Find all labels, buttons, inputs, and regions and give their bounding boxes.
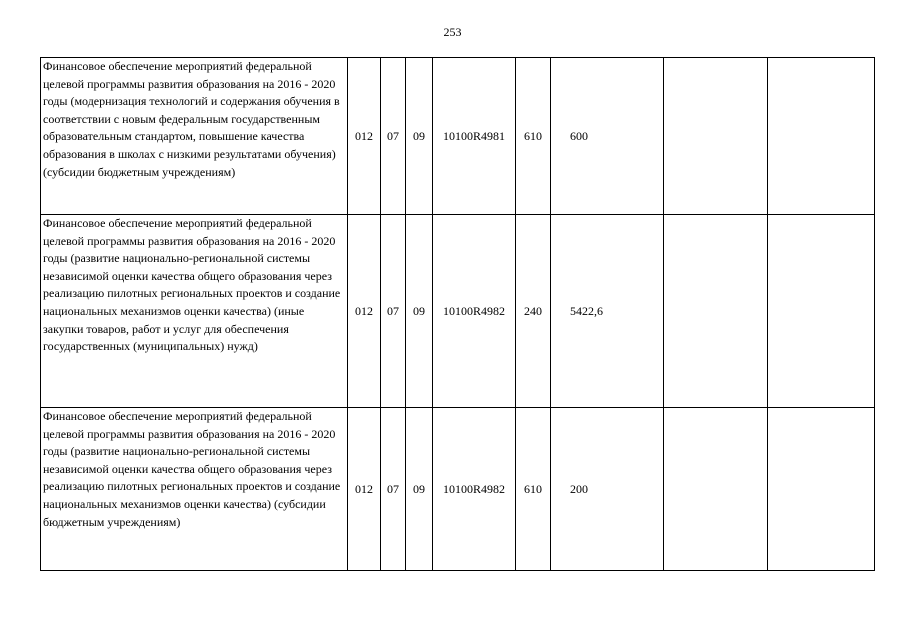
- empty-cell: [664, 215, 768, 408]
- table-row: [41, 408, 875, 571]
- subsection-code: 09: [406, 408, 433, 571]
- ministry-code: 012: [348, 408, 381, 571]
- empty-cell: [664, 408, 768, 571]
- amount-cell: 600: [551, 58, 664, 215]
- target-article-code: 10100R4982: [433, 408, 516, 571]
- budget-table: [40, 57, 875, 571]
- expense-type-code: 610: [516, 408, 551, 571]
- section-code: 07: [381, 215, 406, 408]
- expense-description: Финансовое обеспечение мероприятий федеральной целевой программы развития образования на 2016 - 2020 годы (развитие национально-региональной системы независимой оценки качества общего образования через реализацию пилотных региональных проектов и создание национальных механизмов оценки качества) (субсидии бюджетным учреждениям): [41, 408, 348, 571]
- page-number: 253: [443, 25, 462, 39]
- target-article-code: 10100R4981: [433, 58, 516, 215]
- amount-cell: 5422,6: [551, 215, 664, 408]
- expense-type-code: 240: [516, 215, 551, 408]
- section-code: 07: [381, 58, 406, 215]
- empty-cell: [768, 215, 875, 408]
- expense-description: Финансовое обеспечение мероприятий федеральной целевой программы развития образования на 2016 - 2020 годы (развитие национально-региональной системы независимой оценки качества общего образования через реализацию пилотных региональных проектов и создание национальных механизмов оценки качества) (иные закупки товаров, работ и услуг для обеспечения государственных (муниципальных) нужд): [41, 215, 348, 408]
- table-row: [41, 215, 875, 408]
- empty-cell: [664, 58, 768, 215]
- empty-cell: [768, 58, 875, 215]
- section-code: 07: [381, 408, 406, 571]
- table-row: [41, 58, 875, 215]
- subsection-code: 09: [406, 215, 433, 408]
- ministry-code: 012: [348, 58, 381, 215]
- target-article-code: 10100R4982: [433, 215, 516, 408]
- amount-cell: 200: [551, 408, 664, 571]
- ministry-code: 012: [348, 215, 381, 408]
- subsection-code: 09: [406, 58, 433, 215]
- empty-cell: [768, 408, 875, 571]
- expense-type-code: 610: [516, 58, 551, 215]
- expense-description: Финансовое обеспечение мероприятий федеральной целевой программы развития образования на 2016 - 2020 годы (модернизация технологий и содержания обучения в соответствии с новым федеральным государственным образовательным стандартом, повышение качества образования в школах с низкими результатами обучения) (субсидии бюджетным учреждениям): [41, 58, 348, 215]
